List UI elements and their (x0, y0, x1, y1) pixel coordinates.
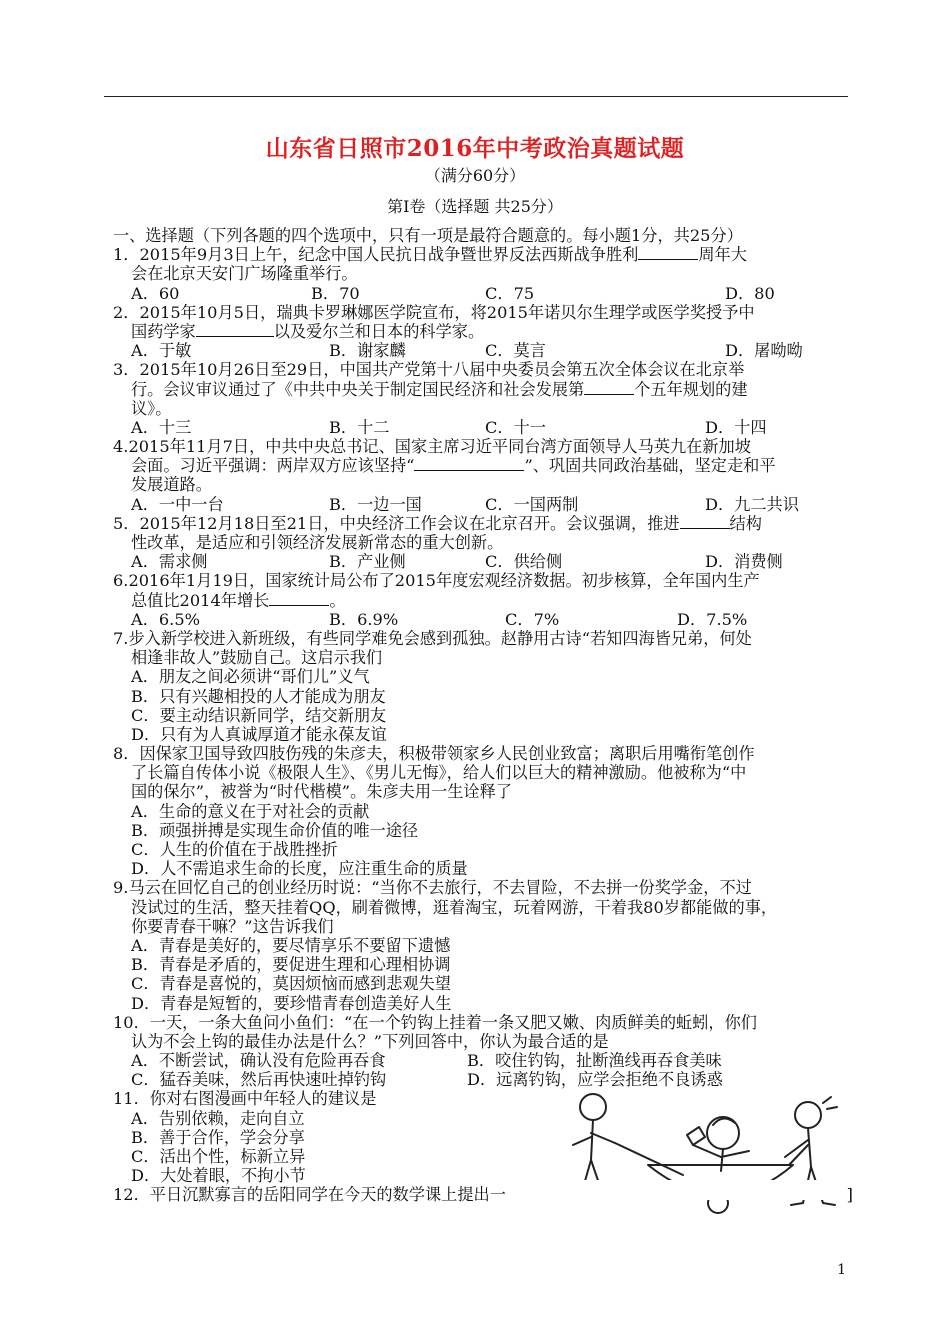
option-b: B．一边一国 (329, 494, 422, 514)
option-b: B．善于合作，学会分享 (131, 1127, 305, 1147)
option-d: D．只有为人真诚厚道才能永葆友谊 (131, 724, 387, 744)
score-note: （满分60分） (424, 166, 526, 185)
question-10-options-row-1 (113, 1051, 853, 1070)
question-6-line-1: 6.2016年1月19日，国家统计局公布了2015年度宏观经济数据。初步核算，全年国内生产 (113, 571, 760, 591)
option-d: D．消费侧 (705, 552, 783, 572)
question-1-line-2: 会在北京天安门广场隆重举行。 (131, 264, 358, 284)
question-10-line-1: 10．一天，一条大鱼问小鱼们：“在一个钓钩上挂着一条又肥又嫩、肉质鲜美的蚯蚓，你们 (113, 1012, 757, 1032)
option-a: A．于敏 (131, 341, 192, 361)
option-b: B．70 (311, 283, 360, 303)
page-title: 山东省日照市2016年中考政治真题试题 (265, 135, 685, 162)
option-d: D．80 (725, 283, 775, 303)
option-a: A．不断尝试，确认没有危险再吞食 (131, 1051, 386, 1071)
question-4-line-1: 4.2015年11月7日，中共中央总书记、国家主席习近平同台湾方面领导人马英九在新加坡 (113, 437, 751, 457)
question-12-line-1: 12．平日沉默寡言的岳阳同学在今天的数学课上提出一 ] (113, 1185, 853, 1205)
question-4-options (113, 495, 853, 514)
option-d: D．青春是短暂的，要珍惜青春创造美好人生 (131, 993, 452, 1013)
option-a: A．告别依赖，走向自立 (131, 1108, 305, 1128)
option-b: B．咬住钓钩，扯断渔线再吞食美味 (467, 1051, 722, 1071)
question-4-line-2: 会面。习近平强调：两岸双方应该坚持“ ”、巩固共同政治基础，坚定走和平 (131, 456, 776, 476)
cartoon-overlap-mask (553, 1180, 843, 1200)
option-c: C．7% (505, 609, 560, 629)
option-c: C．活出个性，标新立异 (131, 1147, 306, 1166)
option-a: A．朋友之间必须讲“哥们儿”义气 (131, 667, 370, 687)
question-2-options (113, 341, 853, 360)
option-d: D．九二共识 (705, 494, 799, 514)
question-3-line-2: 行。会议审议通过了《中共中央关于制定国民经济和社会发展第 个五年规划的建 (131, 379, 748, 399)
option-b: B．产业侧 (329, 552, 406, 572)
question-8-line-3: 国的保尔”，被誉为“时代楷模”。朱彦夫用一生诠释了 (131, 782, 512, 802)
question-8-line-1: 8．因保家卫国导致四肢伤残的朱彦夫，积极带领家乡人民创业致富；离职后用嘴衔笔创作 (113, 744, 755, 764)
option-c: C．要主动结识新同学，结交新朋友 (131, 705, 387, 725)
question-1-line-1: 1．2015年9月3日上午，纪念中国人民抗日战争暨世界反法西斯战争胜利 周年大 (113, 245, 747, 265)
question-6-options (113, 610, 853, 629)
option-b: B．青春是矛盾的，要促进生理和心理相协调 (131, 955, 451, 975)
question-9-line-3: 你要青春干嘛？”这告诉我们 (131, 916, 334, 936)
option-a: A．青春是美好的，要尽情享乐不要留下遗憾 (131, 935, 451, 955)
exam-content (113, 226, 853, 1205)
question-9-line-2: 没试过的生活，整天挂着QQ，刷着微博，逛着淘宝，玩着网游，干着我80岁都能做的事， (131, 897, 778, 917)
question-7-line-1: 7.步入新学校进入新班级，有些同学难免会感到孤独。赵静用古诗“若知四海皆兄弟，何处 (113, 628, 752, 648)
question-10-line-2: 认为不会上钩的最佳办法是什么？”下列回答中，你认为最合适的是 (131, 1031, 609, 1051)
option-c: C．人生的价值在于战胜挫折 (131, 840, 338, 859)
option-a: A．十三 (131, 417, 192, 437)
question-5-line-2: 性改革，是适应和引领经济发展新常态的重大创新。 (131, 533, 504, 552)
option-c: C．莫言 (485, 341, 546, 361)
question-11-line-1: 11．你对右图漫画中年轻人的建议是 (113, 1089, 377, 1109)
section-heading: 一、选择题（下列各题的四个选项中，只有一项是最符合题意的。每小题1分，共25分） (113, 226, 743, 245)
option-d: D．远离钓钩，应学会拒绝不良诱惑 (467, 1070, 723, 1090)
question-1-options (113, 284, 853, 303)
question-3-options (113, 418, 853, 437)
part-heading: 第Ⅰ卷（选择题 共25分） (387, 197, 563, 216)
option-d: D．十四 (705, 417, 767, 437)
option-c: C．青春是喜悦的，莫因烦恼而感到悲观失望 (131, 974, 451, 994)
rope-line (615, 1143, 683, 1175)
option-d: D．7.5% (677, 609, 748, 629)
cartoon-illustration (553, 1085, 853, 1225)
sweat-marks (823, 1097, 837, 1109)
option-a: A．60 (131, 283, 180, 303)
question-7-line-2: 相逢非故人”鼓励自己。这启示我们 (131, 648, 383, 668)
question-5-options (113, 552, 853, 571)
question-6-line-2: 总值比2014年增长 。 (131, 590, 346, 610)
question-5-line-1: 5．2015年12月18日至21日，中央经济工作会议在北京召开。会议强调，推进 结构 (113, 513, 762, 533)
header-rule (104, 96, 848, 97)
question-3-line-1: 3．2015年10月26日至29日，中国共产党第十八届中央委员会第五次全体会议在北京举 (113, 360, 745, 380)
option-d: D．屠呦呦 (725, 341, 803, 361)
option-c: C．供给侧 (485, 552, 563, 572)
option-d: D．大处着眼，不拘小节 (131, 1166, 306, 1186)
option-c: C．一国两制 (485, 494, 579, 514)
page-number: 1 (837, 1262, 846, 1278)
bottle-shape (687, 1127, 705, 1145)
question-3-line-3: 议》。 (131, 398, 172, 418)
right-figure-head (795, 1102, 821, 1128)
option-b: B．顽强拼搏是实现生命价值的唯一途径 (131, 820, 419, 840)
question-4-line-3: 发展道路。 (131, 475, 212, 495)
question-2-line-1: 2．2015年10月5日，瑞典卡罗琳娜医学院宣布，将2015年诺贝尔生理学或医学奖授予中 (113, 302, 755, 322)
question-8-line-2: 了长篇自传体小说《极限人生》、《男儿无悔》，给人们以巨大的精神激励。他被称为“中 (131, 763, 747, 783)
option-c: C．猛吞美味，然后再快速吐掉钓钩 (131, 1070, 387, 1090)
left-figure-head (580, 1094, 606, 1120)
option-c: C．十一 (485, 417, 546, 437)
option-a: A．6.5% (131, 609, 201, 629)
option-b: B．十二 (329, 417, 390, 437)
option-b: B．6.9% (329, 609, 399, 629)
option-c: C．75 (485, 283, 535, 303)
option-a: A．一中一台 (131, 494, 224, 514)
option-a: A．生命的意义在于对社会的贡献 (131, 801, 370, 821)
option-b: B．谢家麟 (329, 341, 406, 361)
option-b: B．只有兴趣相投的人才能成为朋友 (131, 686, 386, 706)
question-9-line-1: 9.马云在回忆自己的创业经历时说：“当你不去旅行，不去冒险，不去拼一份奖学金，不过 (113, 878, 752, 898)
option-a: A．需求侧 (131, 552, 208, 572)
option-d: D．人不需追求生命的长度，应注重生命的质量 (131, 859, 468, 879)
question-2-line-2: 国药学家 以及爱尔兰和日本的科学家。 (131, 321, 485, 341)
